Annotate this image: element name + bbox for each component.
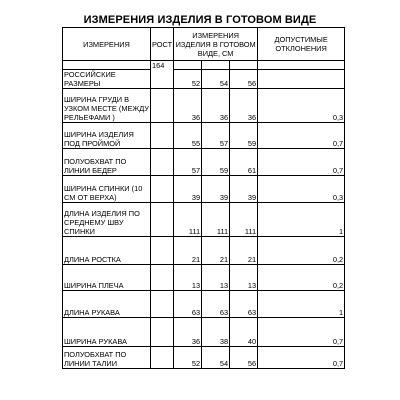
tolerance-value: 0,3 xyxy=(258,176,345,203)
row-label: ПОЛУОБХВАТ ПО ЛИНИИ ТАЛИИ xyxy=(63,347,151,369)
table-row xyxy=(63,123,345,149)
table-row xyxy=(63,89,345,123)
size-value: 56 xyxy=(230,70,258,89)
row-label: РОССИЙСКИЕ РАЗМЕРЫ xyxy=(63,70,151,89)
size-value: 52 xyxy=(174,70,202,89)
header-tolerance: ДОПУСТИМЫЕ ОТКЛОНЕНИЯ xyxy=(258,28,345,61)
table-header-row xyxy=(63,28,345,61)
size-value: 36 xyxy=(174,318,202,347)
size-value: 52 xyxy=(174,347,202,369)
rost-value: 164 xyxy=(151,61,174,89)
measurements-table xyxy=(62,27,345,369)
table-row xyxy=(63,203,345,237)
size-value: 36 xyxy=(174,89,202,123)
size-value: 63 xyxy=(174,291,202,318)
tolerance-value xyxy=(258,70,345,89)
size-value: 21 xyxy=(202,237,230,265)
size-value: 57 xyxy=(202,123,230,149)
size-value: 39 xyxy=(230,176,258,203)
row-label: ШИРИНА ИЗДЕЛИЯ ПОД ПРОЙМОЙ xyxy=(63,123,151,149)
tolerance-value: 1 xyxy=(258,203,345,237)
header-measurements: ИЗМЕРЕНИЯ xyxy=(63,28,151,61)
row-label: ШИРИНА РУКАВА xyxy=(63,318,151,347)
row-label: ПОЛУОБХВАТ ПО ЛИНИИ БЕДЕР xyxy=(63,149,151,176)
tolerance-value: 1 xyxy=(258,291,345,318)
table-row xyxy=(63,237,345,265)
table-row xyxy=(63,176,345,203)
table-row xyxy=(63,291,345,318)
tolerance-value: 0,7 xyxy=(258,149,345,176)
size-value: 13 xyxy=(202,265,230,291)
size-value: 55 xyxy=(174,123,202,149)
size-value: 63 xyxy=(230,291,258,318)
size-value: 59 xyxy=(202,149,230,176)
size-value: 59 xyxy=(230,123,258,149)
tolerance-value: 0,3 xyxy=(258,89,345,123)
row-label: ДЛИНА РОСТКА xyxy=(63,237,151,265)
size-value: 111 xyxy=(174,203,202,237)
size-value: 111 xyxy=(202,203,230,237)
row-label: ДЛИНА ИЗДЕЛИЯ ПО СРЕДНЕМУ ШВУ СПИНКИ xyxy=(63,203,151,237)
table-row xyxy=(63,149,345,176)
size-value: 21 xyxy=(230,237,258,265)
size-value: 63 xyxy=(202,291,230,318)
row-label: ШИРИНА СПИНКИ (10 СМ ОТ ВЕРХА) xyxy=(63,176,151,203)
table-row xyxy=(63,347,345,369)
row-label: ШИРИНА ГРУДИ В УЗКОМ МЕСТЕ (МЕЖДУ РЕЛЬЕФАМИ ) xyxy=(63,89,151,123)
size-value: 57 xyxy=(174,149,202,176)
size-value: 61 xyxy=(230,149,258,176)
header-sizes-group: ИЗМЕРЕНИЯ ИЗДЕЛИЯ В ГОТОВОМ ВИДЕ, СМ xyxy=(174,28,258,61)
header-rost: РОСТ xyxy=(151,28,174,61)
tolerance-value: 0,7 xyxy=(258,347,345,369)
table-row-rost xyxy=(63,61,345,70)
size-value: 38 xyxy=(202,318,230,347)
size-value: 56 xyxy=(230,347,258,369)
tolerance-value: 0,7 xyxy=(258,123,345,149)
page-title: ИЗМЕРЕНИЯ ИЗДЕЛИЯ В ГОТОВОМ ВИДЕ xyxy=(83,14,317,26)
size-value: 39 xyxy=(202,176,230,203)
table-row xyxy=(63,70,345,89)
size-value: 111 xyxy=(230,203,258,237)
size-value: 54 xyxy=(202,70,230,89)
row-label: ДЛИНА РУКАВА xyxy=(63,291,151,318)
size-value: 40 xyxy=(230,318,258,347)
size-value: 36 xyxy=(202,89,230,123)
row-label: ШИРИНА ПЛЕЧА xyxy=(63,265,151,291)
size-value: 36 xyxy=(230,89,258,123)
tolerance-value: 0,2 xyxy=(258,265,345,291)
size-value: 54 xyxy=(202,347,230,369)
tolerance-value: 0,2 xyxy=(258,237,345,265)
table-row xyxy=(63,318,345,347)
table-row xyxy=(63,265,345,291)
size-value: 13 xyxy=(230,265,258,291)
size-value: 21 xyxy=(174,237,202,265)
size-value: 13 xyxy=(174,265,202,291)
size-value: 39 xyxy=(174,176,202,203)
tolerance-value: 0,7 xyxy=(258,318,345,347)
